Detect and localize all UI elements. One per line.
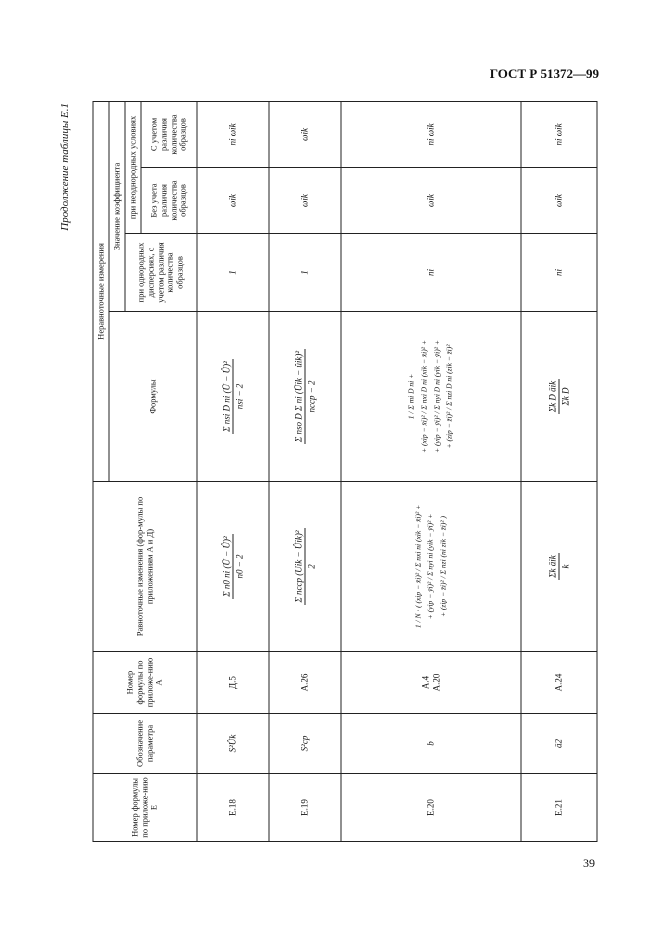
formula-lines xyxy=(414,485,448,648)
formula-lines xyxy=(407,315,454,478)
cell-designation: S²ср xyxy=(269,714,341,774)
cell-homogeneous: 1 xyxy=(269,234,341,312)
table-row xyxy=(197,101,269,841)
header-formulas: Формулы xyxy=(109,312,197,482)
rotated-table-wrapper xyxy=(92,102,597,842)
cell-num-a xyxy=(341,652,521,714)
cell-no-count: ωik xyxy=(269,168,341,234)
formula-line: 1 / N · ( (xip − x̄i)² / Σ nxi ni (xik − x̄i)² + xyxy=(412,504,422,629)
numerator: Σ nсср (Uik − Ûik)² xyxy=(293,528,305,604)
cell-appendix-formula xyxy=(269,482,341,652)
formula-line: + (yip − ȳi)² / Σ nyi D ni (yik − ȳi)² + xyxy=(431,340,441,453)
fraction xyxy=(547,553,571,580)
fraction xyxy=(547,379,571,414)
cell-num-a: А.26 xyxy=(269,652,341,714)
cell-formula xyxy=(197,312,269,482)
denominator: n0 − 2 xyxy=(234,554,244,579)
numerator: Σ nso D Σ ni (Ūik − ûik)² xyxy=(293,349,305,444)
table-caption: Продолжение таблицы Е.1 xyxy=(59,103,71,231)
cell-with-count: ni ωik xyxy=(341,101,521,167)
header-inhomogeneous: при неоднородных условиях xyxy=(125,101,141,233)
cell-no-count: ωik xyxy=(521,168,597,234)
fraction xyxy=(293,528,317,604)
cell-num-e: Е.20 xyxy=(341,774,521,842)
cell-appendix-formula xyxy=(197,482,269,652)
cell-num-a: Д.5 xyxy=(197,652,269,714)
cell-designation: S²Ûk xyxy=(197,714,269,774)
numerator: Σk D āik xyxy=(547,379,559,414)
header-designation: Обозначение параметра xyxy=(93,714,197,774)
header-homogeneous: при однородных дисперсиях, с учетом различия количества образцов xyxy=(125,234,197,312)
cell-designation: ā2 xyxy=(521,714,597,774)
header-unequal-measurements: Неравноточные измерения xyxy=(93,101,109,481)
num-a-line: А.20 xyxy=(430,673,441,692)
denominator: 2 xyxy=(306,564,316,569)
numerator: Σ n0 ni (Ū − Û)² xyxy=(221,534,233,598)
num-a-line: А.4 xyxy=(420,675,431,690)
formula-line: + (xip − x̄i)² / Σ nxi D ni (xik − x̄i)² + xyxy=(418,340,428,453)
cell-formula xyxy=(269,312,341,482)
denominator: Σk D xyxy=(560,387,570,406)
cell-num-e: Е.19 xyxy=(269,774,341,842)
cell-formula xyxy=(521,312,597,482)
formula-table xyxy=(92,101,597,842)
cell-designation: b xyxy=(341,714,521,774)
header-row-1 xyxy=(93,101,109,841)
numerator: Σ nsi D ni (Ū − Û)² xyxy=(221,359,233,434)
fraction xyxy=(221,534,245,598)
document-header: ГОСТ Р 51372—99 xyxy=(489,66,599,81)
fraction xyxy=(221,359,245,434)
cell-homogeneous: 1 xyxy=(197,234,269,312)
cell-with-count: ωik xyxy=(269,101,341,167)
page-number: 39 xyxy=(583,856,595,870)
formula-line: + (zip − z̄i)² / Σ nzi D ni (zik − z̄i)² xyxy=(444,344,454,449)
denominator: nsi − 2 xyxy=(234,383,244,410)
header-no-count: Без учета различия количества образцов xyxy=(141,168,197,234)
cell-num-e: Е.21 xyxy=(521,774,597,842)
cell-no-count: ωik xyxy=(341,168,521,234)
fraction xyxy=(293,349,317,444)
formula-line: + (zip − z̄i)² / Σ nzi (ni zik − z̄i)² ) xyxy=(437,516,447,618)
caption-wrapper xyxy=(50,95,80,855)
cell-with-count: ni ωik xyxy=(197,101,269,167)
header-coef-values: Значение коэффициента xyxy=(109,101,125,311)
denominator: k xyxy=(560,564,570,569)
formula-line: + (yip − ȳi)² / Σ nyi ni (yik − ȳi)² + xyxy=(425,513,435,620)
table-row xyxy=(521,101,597,841)
cell-num-a: А.24 xyxy=(521,652,597,714)
denominator: nсср − 2 xyxy=(306,380,316,413)
cell-homogeneous: ni xyxy=(521,234,597,312)
header-num-e: Номер формулы по приложе-нию Е xyxy=(93,774,197,842)
cell-formula xyxy=(341,312,521,482)
cell-with-count: ni ωik xyxy=(521,101,597,167)
cell-appendix-formula xyxy=(341,482,521,652)
table-row xyxy=(269,101,341,841)
table-box xyxy=(92,102,597,842)
formula-line: 1 / Σ mi D ni + xyxy=(406,373,416,420)
header-appendix-formulas: Равноточные изменения (фор-мулы по приложениям А и Д) xyxy=(93,482,197,652)
header-num-a: Номер формулы по приложе-нию А xyxy=(93,652,197,714)
cell-appendix-formula xyxy=(521,482,597,652)
table-row xyxy=(341,101,521,841)
numerator: Σk āik xyxy=(547,553,559,580)
cell-num-e: Е.18 xyxy=(197,774,269,842)
cell-no-count: ωik xyxy=(197,168,269,234)
cell-homogeneous: ni xyxy=(341,234,521,312)
header-with-count: С учетом различия количества образцов xyxy=(141,101,197,167)
